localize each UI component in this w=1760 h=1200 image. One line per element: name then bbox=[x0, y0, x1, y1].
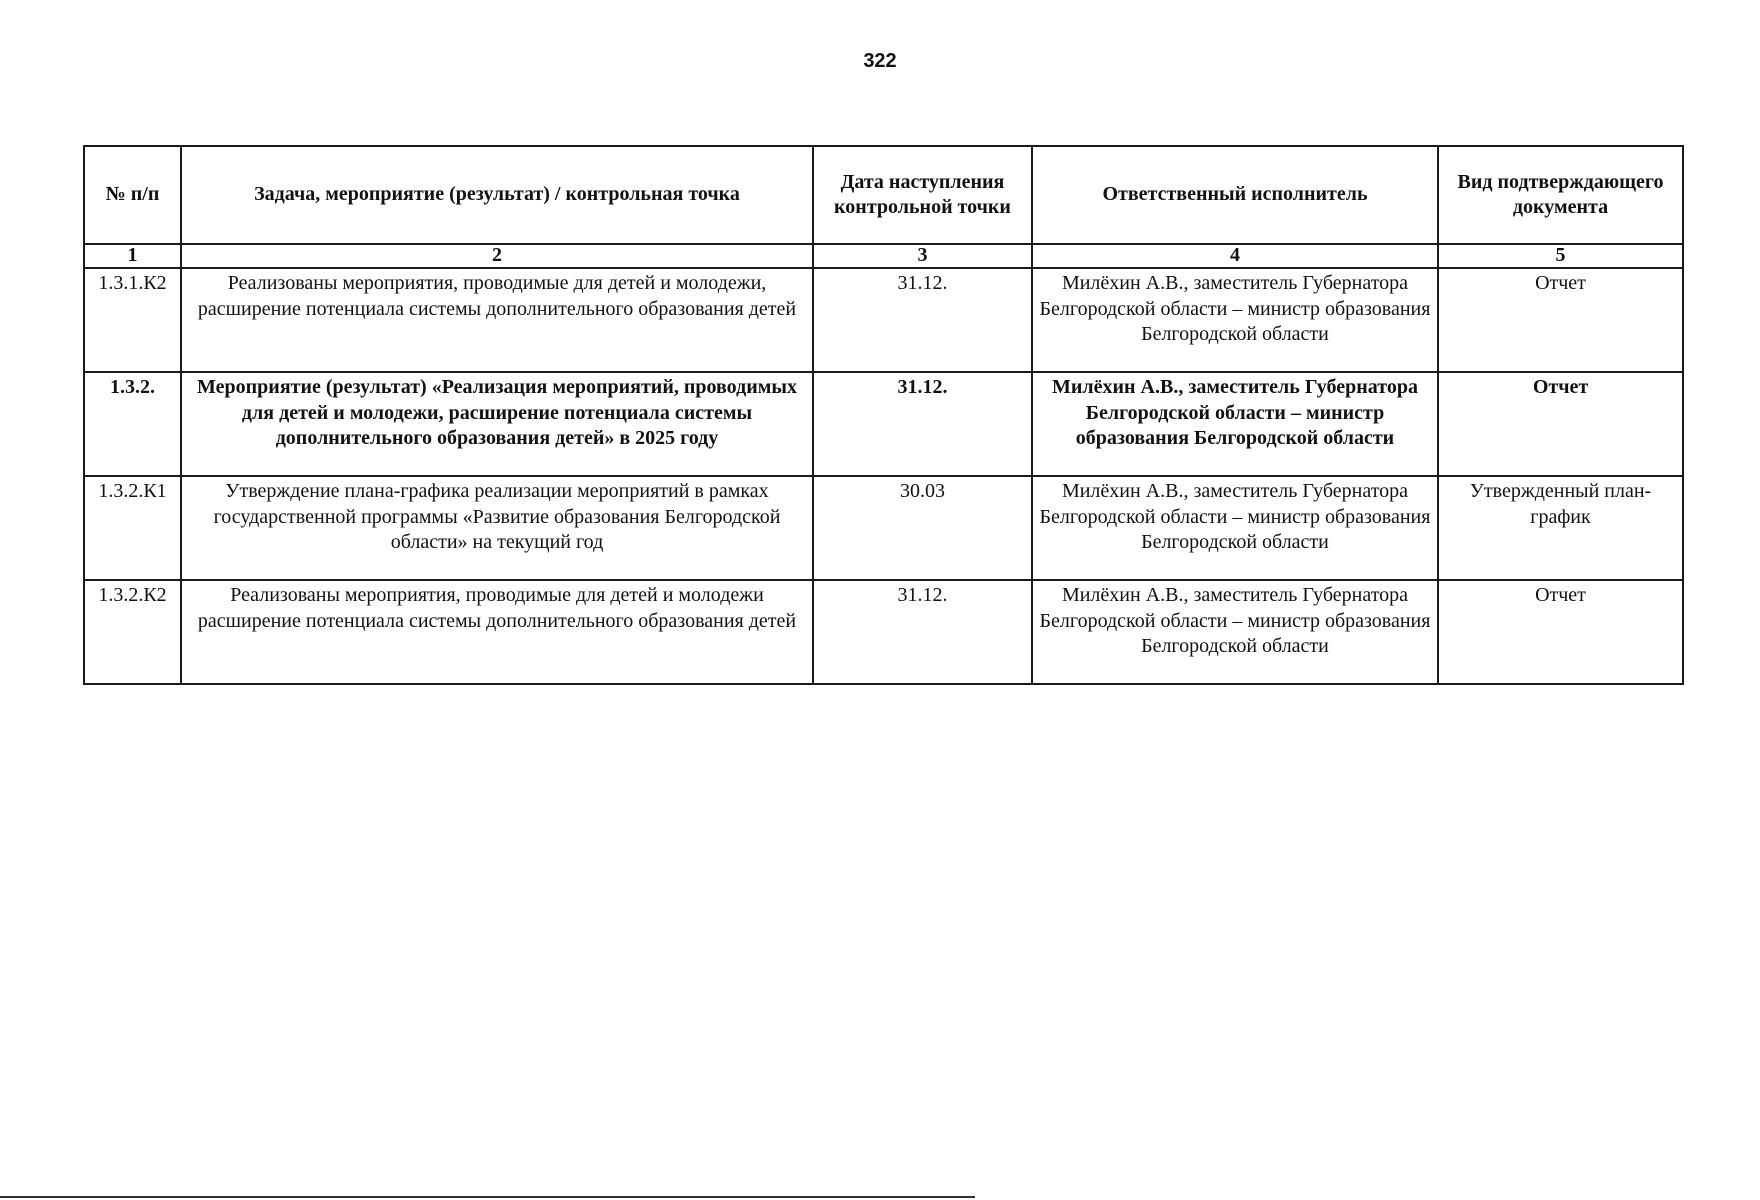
header-date: Дата наступления контрольной точки bbox=[813, 146, 1032, 244]
page-number: 322 bbox=[863, 50, 897, 72]
row-responsible: Милёхин А.В., заместитель Губернатора Белгородской области – министр образования Белгородской области bbox=[1032, 580, 1438, 684]
row-task: Реализованы мероприятия, проводимые для детей и молодежи расширение потенциала системы дополнительного образования детей bbox=[181, 580, 813, 684]
bottom-rule bbox=[0, 1196, 975, 1198]
row-document: Отчет bbox=[1438, 372, 1683, 476]
table-row bbox=[84, 580, 1683, 684]
row-document: Отчет bbox=[1438, 580, 1683, 684]
column-numbers-row bbox=[84, 244, 1683, 268]
table-row bbox=[84, 268, 1683, 372]
row-task: Мероприятие (результат) «Реализация мероприятий, проводимых для детей и молодежи, расширение потенциала системы дополнительного образования детей» в 2025 году bbox=[181, 372, 813, 476]
row-number: 1.3.2.К1 bbox=[84, 476, 181, 580]
row-number: 1.3.2. bbox=[84, 372, 181, 476]
header-number: № п/п bbox=[84, 146, 181, 244]
table-row bbox=[84, 372, 1683, 476]
row-responsible: Милёхин А.В., заместитель Губернатора Белгородской области – министр образования Белгородской области bbox=[1032, 372, 1438, 476]
column-number: 3 bbox=[813, 244, 1032, 268]
row-document: Утвержденный план-график bbox=[1438, 476, 1683, 580]
column-number: 1 bbox=[84, 244, 181, 268]
row-date: 31.12. bbox=[813, 372, 1032, 476]
row-date: 31.12. bbox=[813, 580, 1032, 684]
row-date: 30.03 bbox=[813, 476, 1032, 580]
header-document: Вид подтверждающего документа bbox=[1438, 146, 1683, 244]
row-number: 1.3.1.К2 bbox=[84, 268, 181, 372]
row-responsible: Милёхин А.В., заместитель Губернатора Белгородской области – министр образования Белгородской области bbox=[1032, 476, 1438, 580]
row-document: Отчет bbox=[1438, 268, 1683, 372]
header-task: Задача, мероприятие (результат) / контрольная точка bbox=[181, 146, 813, 244]
row-number: 1.3.2.К2 bbox=[84, 580, 181, 684]
control-points-table bbox=[83, 145, 1684, 685]
table-header-row bbox=[84, 146, 1683, 244]
table-row bbox=[84, 476, 1683, 580]
row-responsible: Милёхин А.В., заместитель Губернатора Белгородской области – министр образования Белгородской области bbox=[1032, 268, 1438, 372]
column-number: 4 bbox=[1032, 244, 1438, 268]
row-task: Реализованы мероприятия, проводимые для детей и молодежи, расширение потенциала системы дополнительного образования детей bbox=[181, 268, 813, 372]
row-task: Утверждение плана-графика реализации мероприятий в рамках государственной программы «Развитие образования Белгородской области» на текущий год bbox=[181, 476, 813, 580]
column-number: 5 bbox=[1438, 244, 1683, 268]
header-responsible: Ответственный исполнитель bbox=[1032, 146, 1438, 244]
row-date: 31.12. bbox=[813, 268, 1032, 372]
column-number: 2 bbox=[181, 244, 813, 268]
